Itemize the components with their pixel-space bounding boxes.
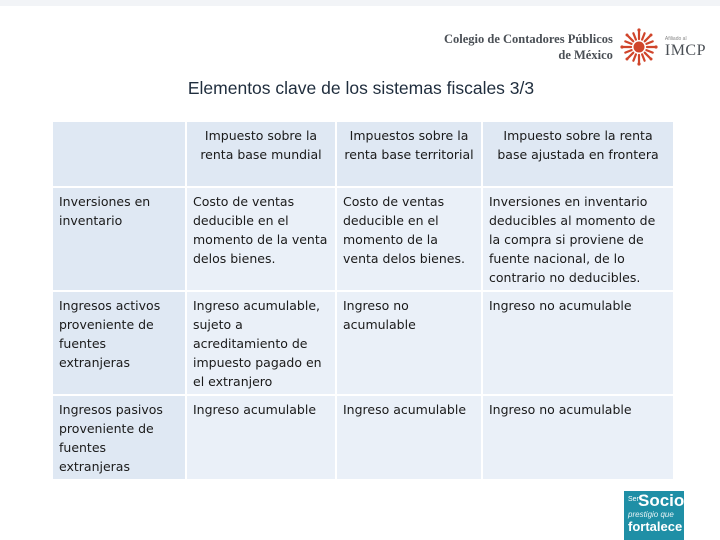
table-row <box>52 291 674 395</box>
table-header-cell: Impuestos sobre la renta base territorial <box>336 121 482 187</box>
header-logo <box>444 22 706 72</box>
table-cell: Ingreso acumulable, sujeto a acreditamiento de impuesto pagado en el extranjero <box>186 291 336 395</box>
table-cell: Ingreso no acumulable <box>482 395 674 480</box>
logo-text <box>444 31 613 63</box>
comparison-table <box>51 120 675 481</box>
table-header-cell: Impuesto sobre la renta base mundial <box>186 121 336 187</box>
slide-title-wrap <box>0 78 720 99</box>
affiliate-caption: Afiliado al <box>664 35 687 42</box>
slide-title: Elementos clave de los sistemas fiscales 3/3 <box>187 78 535 98</box>
badge-fortalece: fortalece <box>628 519 683 534</box>
badge-middle: prestigio que <box>628 510 674 519</box>
badge-ser: Ser <box>628 496 639 503</box>
row-header: Ingresos activos proveniente de fuentes extranjeras <box>52 291 186 395</box>
table-row <box>52 187 674 291</box>
badge-socio: Socio <box>638 491 685 510</box>
sun-emblem-icon <box>619 27 659 67</box>
logo-line-1: Colegio de Contadores Públicos <box>444 32 613 46</box>
logo-line-2: de México <box>558 48 613 62</box>
table-cell: Ingreso acumulable <box>336 395 482 480</box>
table-header-cell: Impuesto sobre la renta base ajustada en frontera <box>482 121 674 187</box>
table-row <box>52 395 674 480</box>
table-cell: Ingreso acumulable <box>186 395 336 480</box>
imcp-logo-text: IMCP <box>664 41 706 59</box>
imcp-affiliation <box>665 36 706 59</box>
table-header-row <box>52 121 674 187</box>
table-cell: Ingreso no acumulable <box>336 291 482 395</box>
table-cell: Costo de ventas deducible en el momento de la venta delos bienes. <box>336 187 482 291</box>
row-header: Ingresos pasivos proveniente de fuentes extranjeras <box>52 395 186 480</box>
table-cell: Costo de ventas deducible en el momento de la venta delos bienes. <box>186 187 336 291</box>
row-header: Inversiones en inventario <box>52 187 186 291</box>
table-cell: Inversiones en inventario deducibles al momento de la compra si proviene de fuente nacional, de lo contrario no deducibles. <box>482 187 674 291</box>
ser-socio-badge <box>624 491 684 540</box>
table-cell: Ingreso no acumulable <box>482 291 674 395</box>
top-strip <box>0 0 720 6</box>
table-header-empty <box>52 121 186 187</box>
